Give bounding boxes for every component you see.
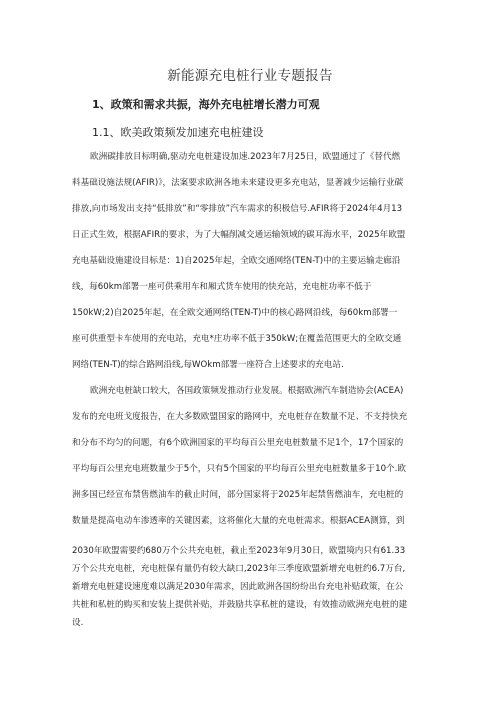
subsection-heading: 1.1、欧美政策频发加速充电桩建设 [92, 126, 264, 139]
document-title: 新能源充电桩行业专题报告 [167, 68, 333, 84]
section-heading: 1、政策和需求共振，海外充电桩增长潜力可观 [92, 98, 320, 111]
document-page: 新能源充电桩行业专题报告 1、政策和需求共振，海外充电桩增长潜力可观 1.1、欧美政策频发加速充电桩建设 欧洲碳排放目标明确,驱动充电桩建设加速.2023年7月25日，欧盟通过了《替代燃 料基础设施法规(AFIR)》，法案要求欧洲各地未来建设更多充电站，显著减少运输行业碳 排放,向市场发出支持“低排放”和“零排放”汽车需求的积极信号.AFIR将于2024年4月13 日正式生效，根据AFIR的要求，为了大幅削减交通运输领域的碳耳海水平，2025年欧盟 充电基础设施建设目标是：1)自2025年起，全欧交通网络(TEN-T)中的主要运输走廊沿 线，每60km部署一座可供乘用车和厢式货车使用的快充站，充电桩功率不低于 150kW;2)自2025年起，在全欧交通网络(TEN-T)中的核心路网沿线，每60km部署一 座可供重型卡车使用的充电站，充电*庄功率不低于350kW;在覆盖范围更大的全欧交通 网络(TEN-T)的综合路网沿线,每WOkm部署一座符合上述要求的充电站. 欧洲充电桩缺口较大，各国政策频发推动行业发展。根据欧洲汽车制造协会(ACEA) 发布的充电班戈度报告，在大多数欧盟国家的路网中，充电桩存在数量不足、不支持快充 和分布不均匀的问题，有6个欧洲国家的平均每百公里充电桩数量不足1个，17个国家的 平均每百公里充电班数量少于5个，只有5个国家的平均每百公里充电桩数量多于10个.欧 洲多国已经宣布禁售燃油车的截止时间，部分国家将于2025年起禁售燃油车，充电桩的 数量是提高电动车渗透率的关键因素，这将催化大量的充电桩需求。根据ACEA测算，到 2030年欧盟需要约680万个公共充电桩，截止至2023年9月30日，欧盟境内只有61.33 万个公共充电桩，充电桩保有量仍有较大缺口,2023年三季度欧盟新增充电桩约6.7万台, 新增充电桩建设速度难以满足2030年需求，因此欧洲各国纷纷出台充电补贴政策，在公 共桩和私桩的购买和安装上提供补贴，并鼓励共享私桩的建设，有效推动欧洲充电桩的建 设. [0, 0, 500, 707]
